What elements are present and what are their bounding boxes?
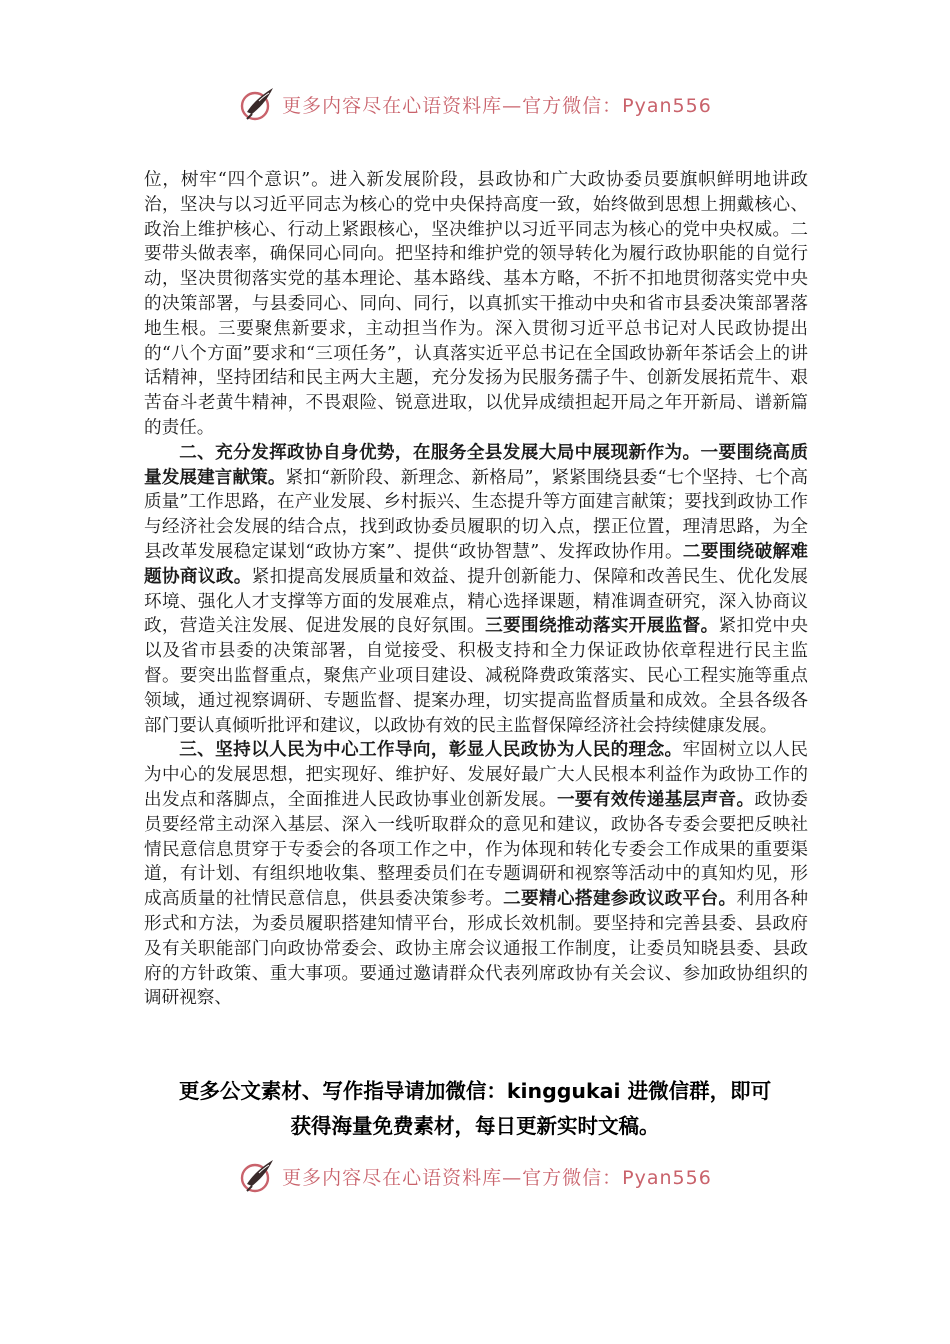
section-3-heading: 三、坚持以人民为中心工作导向，彰显人民政协为人民的理念。 bbox=[179, 739, 683, 761]
header-banner-text: 更多内容尽在心语资料库—官方微信：Pyan556 bbox=[282, 94, 712, 117]
promo-notice bbox=[0, 1074, 950, 1144]
quill-logo-icon bbox=[238, 1156, 278, 1196]
paragraph-2: 二、充分发挥政协自身优势，在服务全县发展大局中展现新作为。一要围绕高质量发展建言献策。紧扣“新阶段、新理念、新格局”，紧紧围绕县委“七个坚持、七个高质量”工作思路，在产业发展、乡村振兴、生态提升等方面建言献策；要找到政协工作与经济社会发展的结合点，找到政协委员履职的切入点，摆正位置，理清思路，为全县改革发展稳定谋划“政协方案”、提供“政协智慧”、发挥政协作用。二要围绕破解难题协商议政。紧扣提高发展质量和效益、提升创新能力、保障和改善民生、优化发展环境、强化人才支撑等方面的发展难点，精心选择课题，精准调查研究，深入协商议政，营造关注发展、促进发展的良好氛围。三要围绕推动落实开展监督。紧扣党中央以及省市县委的决策部署，自觉接受、积极支持和全力保证政协依章程进行民主监督。要突出监督重点，聚焦产业项目建设、减税降费政策落实、民心工程实施等重点领域，通过视察调研、专题监督、提案办理，切实提高监督质量和成效。全县各级各部门要认真倾听批评和建议，以政协有效的民主监督保障经济社会持续健康发展。 bbox=[144, 441, 808, 736]
quill-logo-icon bbox=[238, 84, 278, 124]
section-2-point-2: 二要围绕破解难题协商议政。 bbox=[144, 540, 808, 587]
section-2-heading: 二、充分发挥政协自身优势，在服务全县发展大局中展现新作为。一要围绕高质量发展建言献策。 bbox=[144, 441, 808, 488]
promo-line-1: 更多公文素材、写作指导请加微信：kinggukai 进微信群，即可 bbox=[178, 1079, 772, 1103]
section-3-point-2: 二要精心搭建参政议政平台。 bbox=[503, 888, 737, 910]
paragraph-3: 三、坚持以人民为中心工作导向，彰显人民政协为人民的理念。牢固树立以人民为中心的发展思想，把实现好、维护好、发展好最广大人民根本利益作为政协工作的出发点和落脚点，全面推进人民政协事业创新发展。一要有效传递基层声音。政协委员要经常主动深入基层、深入一线听取群众的意见和建议，政协各专委会要把反映社情民意信息贯穿于专委会的各项工作之中，作为体现和转化专委会工作成果的重要渠道，有计划、有组织地收集、整理委员们在专题调研和视察等活动中的真知灼见，形成高质量的社情民意信息，供县委决策参考。二要精心搭建参政议政平台。利用各种形式和方法，为委员履职搭建知情平台，形成长效机制。要坚持和完善县委、县政府及有关职能部门向政协常委会、政协主席会议通报工作制度，让委员知晓县委、县政府的方针政策、重大事项。要通过邀请群众代表列席政协有关会议、参加政协组织的调研视察、 bbox=[144, 739, 808, 1009]
footer-banner-text: 更多内容尽在心语资料库—官方微信：Pyan556 bbox=[282, 1166, 712, 1189]
document-body bbox=[144, 168, 808, 1011]
header-banner bbox=[0, 84, 950, 124]
section-2-point-3: 三要围绕推动落实开展监督。 bbox=[485, 615, 719, 637]
footer-banner bbox=[0, 1156, 950, 1196]
footer-banner-content bbox=[238, 1156, 712, 1196]
paragraph-1: 位，树牢“四个意识”。进入新发展阶段，县政协和广大政协委员要旗帜鲜明地讲政治，坚决与以习近平同志为核心的党中央保持高度一致，始终做到思想上拥戴核心、政治上维护核心、行动上紧跟核心，坚决维护以习近平同志为核心的党中央权威。二要带头做表率，确保同心同向。把坚持和维护党的领导转化为履行政协职能的自觉行动，坚决贯彻落实党的基本理论、基本路线、基本方略，不折不扣地贯彻落实党中央的决策部署，与县委同心、同向、同行，以真抓实干推动中央和省市县委决策部署落地生根。三要聚焦新要求，主动担当作为。深入贯彻习近平总书记对人民政协提出的“八个方面”要求和“三项任务”，认真落实近平总书记在全国政协新年茶话会上的讲话精神，坚持团结和民主两大主题，充分发扬为民服务孺子牛、创新发展拓荒牛、艰苦奋斗老黄牛精神，不畏艰险、锐意进取，以优异成绩担起开局之年开新局、谱新篇的责任。 bbox=[144, 170, 808, 438]
section-3-point-1: 一要有效传递基层声音。 bbox=[556, 788, 755, 810]
promo-line-2: 获得海量免费素材，每日更新实时文稿。 bbox=[290, 1114, 660, 1138]
header-banner-content bbox=[238, 84, 712, 124]
footer-wechat-id: Pyan556 bbox=[622, 1166, 712, 1189]
header-wechat-id: Pyan556 bbox=[622, 94, 712, 117]
